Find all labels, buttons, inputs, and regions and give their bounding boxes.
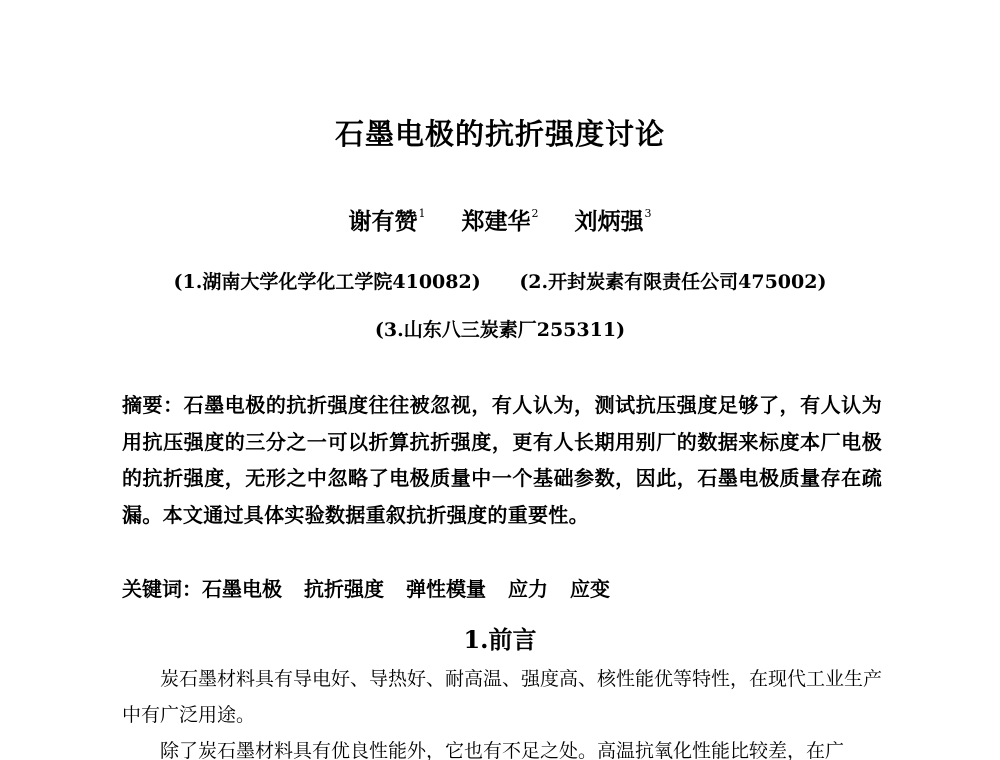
- affiliation-2: (2.开封炭素有限责任公司475002): [519, 271, 827, 293]
- author-1: [348, 208, 425, 235]
- keyword: 弹性模量: [406, 577, 486, 601]
- abstract-label: 摘要：: [122, 393, 184, 417]
- keyword: 应力: [508, 577, 548, 601]
- author-3: [575, 208, 652, 235]
- affiliation-line-1: [0, 267, 1000, 294]
- section-body: [122, 661, 882, 760]
- keyword: 应变: [570, 577, 610, 601]
- author-name: 郑建华: [461, 208, 531, 235]
- paragraph: 除了炭石墨材料具有优良性能外，它也有不足之处。高温抗氧化性能比较差，在广: [160, 740, 845, 760]
- author-2: [462, 208, 539, 235]
- paragraph: 炭石墨材料具有导电好、导热好、耐高温、强度高、核性能优等特性，在现代工业生产中有广泛用途。: [122, 668, 883, 726]
- keywords-label: 关键词：: [122, 577, 202, 601]
- author-name: 刘炳强: [574, 208, 644, 235]
- section-heading: 1.前言: [463, 625, 537, 654]
- affiliation-mark: 1: [418, 207, 426, 220]
- affiliation-mark: 3: [644, 207, 652, 220]
- affiliation-mark: 2: [531, 207, 539, 220]
- abstract-text: 石墨电极的抗折强度往往被忽视，有人认为，测试抗压强度足够了，有人认为用抗压强度的三分之一可以折算抗折强度，更有人长期用别厂的数据来标度本厂电极的抗折强度，无形之中忽略了电极质量中一个基础参数，因此，石墨电极质量存在疏漏。本文通过具体实验数据重叙抗折强度的重要性。: [122, 393, 883, 527]
- keyword: 抗折强度: [304, 577, 384, 601]
- paper-title: 石墨电极的抗折强度讨论: [334, 117, 665, 151]
- author-list: [0, 203, 1000, 236]
- affiliation-3: (3.山东八三炭素厂255311): [374, 319, 626, 341]
- keywords: [122, 573, 882, 602]
- keyword: 石墨电极: [202, 577, 282, 601]
- affiliation-line-2: [0, 315, 1000, 342]
- affiliation-1: (1.湖南大学化学化工学院410082): [173, 271, 481, 293]
- abstract: [122, 387, 882, 533]
- author-name: 谢有赞: [348, 208, 418, 235]
